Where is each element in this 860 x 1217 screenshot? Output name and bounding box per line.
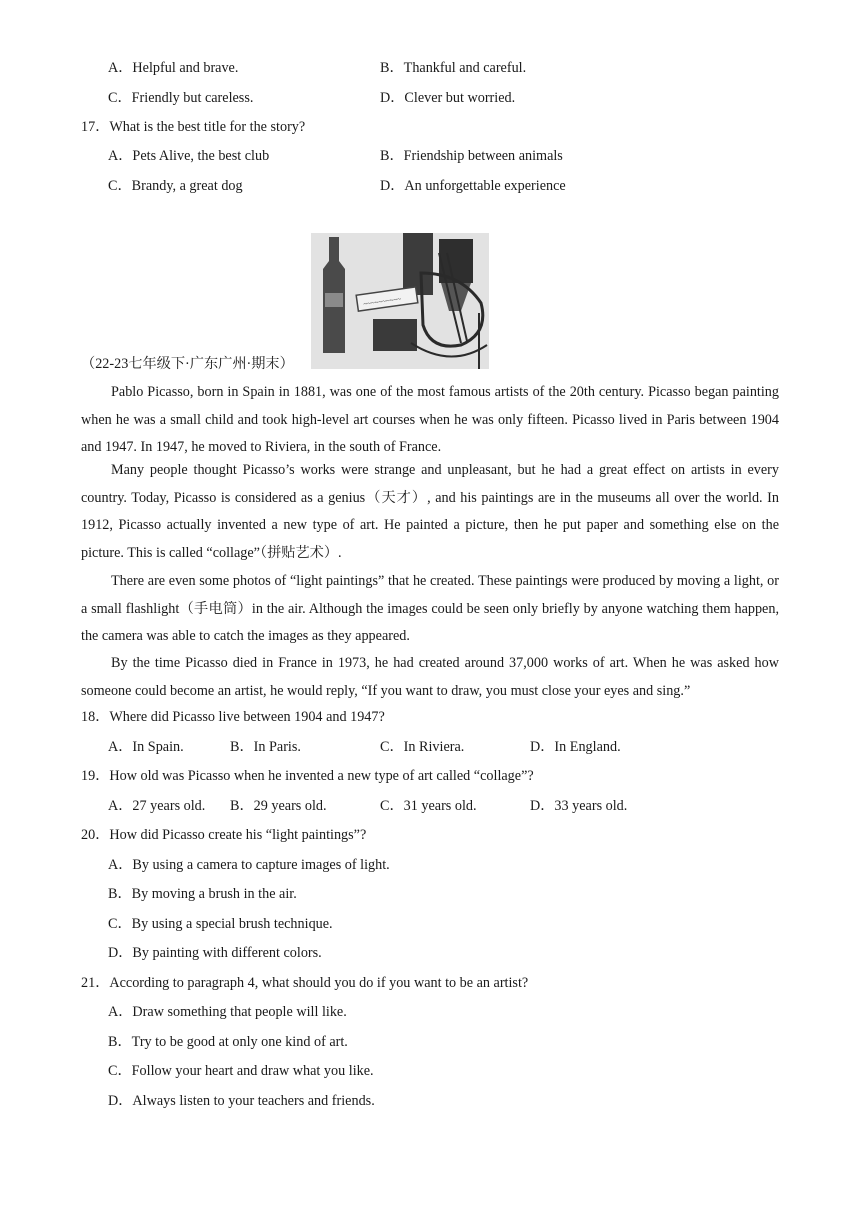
q20-option-c: C．By using a special brush technique. (108, 916, 333, 932)
q17-question: 17．What is the best title for the story? (81, 119, 306, 135)
q21-option-a: A．Draw something that people will like. (108, 1004, 347, 1020)
q19-option-c: C．31 years old. (380, 798, 477, 814)
q18-option-d: D．In England. (530, 739, 621, 755)
svg-text:~~~~~~~~~~: ~~~~~~~~~~ (362, 295, 402, 309)
passage-paragraph-3: There are even some photos of “light paintings” that he created. These paintings were produced by moving a light, or a small flashlight（手电筒）in the air. Although the images could be seen only briefly by anyone watching them happen, the camera was able to catch the images as they appeared. (81, 573, 779, 645)
q20-question: 20．How did Picasso create his “light paintings”? (81, 827, 367, 843)
q17-option-b: B．Friendship between animals (380, 148, 563, 164)
q20-option-a: A．By using a camera to capture images of light. (108, 857, 390, 873)
q18-option-a: A．In Spain. (108, 739, 184, 755)
q21-question: 21．According to paragraph 4, what should you do if you want to be an artist? (81, 975, 529, 991)
q17-option-c: C．Brandy, a great dog (108, 178, 243, 194)
q18-question: 18．Where did Picasso live between 1904 and 1947? (81, 709, 385, 725)
q20-option-b: B．By moving a brush in the air. (108, 886, 297, 902)
picasso-collage-image (311, 233, 489, 369)
q19-option-b: B．29 years old. (230, 798, 327, 814)
q21-option-d: D．Always listen to your teachers and friends. (108, 1093, 375, 1109)
q20-option-d: D．By painting with different colors. (108, 945, 322, 961)
q17-option-d: D．An unforgettable experience (380, 178, 566, 194)
q19-question: 19．How old was Picasso when he invented a new type of art called “collage”? (81, 768, 534, 784)
source-label: （22-23七年级下·广东广州·期末） (81, 356, 294, 372)
q21-option-c: C．Follow your heart and draw what you like. (108, 1063, 374, 1079)
q19-option-d: D．33 years old. (530, 798, 628, 814)
passage-paragraph-2: Many people thought Picasso’s works were strange and unpleasant, but he had a great effect on artists in every country. Today, Picasso is considered as a genius（天才）, and his paintings are in the museums all over the world. In 1912, Picasso actually invented a new type of art. He painted a picture, then he put paper and something else on the picture. This is called “collage”（拼贴艺术）. (81, 462, 779, 561)
q16-option-a: A．Helpful and brave. (108, 60, 239, 76)
q18-option-c: C．In Riviera. (380, 739, 465, 755)
q16-option-d: D．Clever but worried. (380, 90, 516, 106)
q21-option-b: B．Try to be good at only one kind of art. (108, 1034, 348, 1050)
q19-option-a: A．27 years old. (108, 798, 206, 814)
passage-paragraph-1: Pablo Picasso, born in Spain in 1881, was one of the most famous artists of the 20th century. Picasso began painting when he was a small child and took high-level art courses when he was only fifteen. Picasso lived in Paris between 1904 and 1947. In 1947, he moved to Riviera, in the south of France. (81, 384, 779, 456)
q17-option-a: A．Pets Alive, the best club (108, 148, 270, 164)
q18-option-b: B．In Paris. (230, 739, 301, 755)
q16-option-b: B．Thankful and careful. (380, 60, 527, 76)
passage-paragraph-4: By the time Picasso died in France in 1973, he had created around 37,000 works of art. When he was asked how someone could become an artist, he would reply, “If you want to draw, you must close your eyes and sing.” (81, 655, 779, 699)
q16-option-c: C．Friendly but careless. (108, 90, 254, 106)
